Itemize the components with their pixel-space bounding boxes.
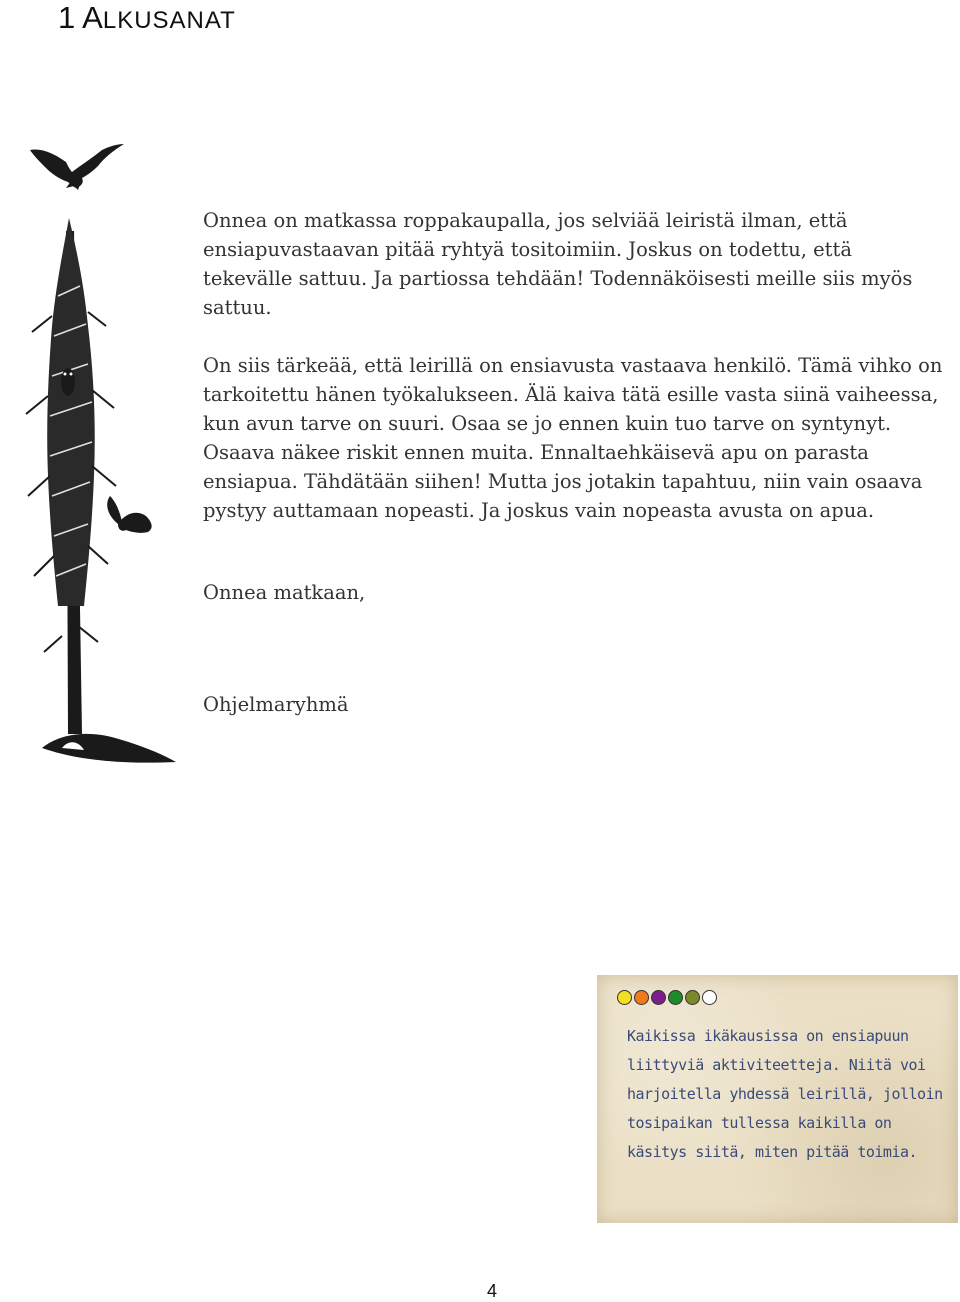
tree-with-eagle-owl-squirrel-illustration	[22, 136, 197, 786]
chapter-heading	[58, 0, 236, 36]
note-card	[597, 975, 958, 1223]
page-number: 4	[487, 1281, 498, 1301]
green-dot-icon	[668, 990, 683, 1005]
olive-dot-icon	[685, 990, 700, 1005]
eagle-icon	[30, 144, 124, 190]
orange-dot-icon	[634, 990, 649, 1005]
white-dot-icon	[702, 990, 717, 1005]
signature: Ohjelmaryhmä	[203, 693, 349, 716]
spruce-tree-icon	[26, 218, 176, 763]
yellow-dot-icon	[617, 990, 632, 1005]
closing-line: Onnea matkaan,	[203, 581, 366, 604]
paragraph-1: Onnea on matkassa roppakaupalla, jos selviää leiristä ilman, että ensiapuvastaavan pitää ryhtyä tositoimiin. Joskus on todettu, että tekevälle sattuu. Ja partiossa tehdään! Todennäköisesti meille siis myös sattuu.	[203, 209, 913, 319]
chapter-number: 1	[58, 0, 76, 35]
squirrel-icon	[107, 496, 151, 533]
paragraph-2: On siis tärkeää, että leirillä on ensiavusta vastaava henkilö. Tämä vihko on tarkoitettu hänen työkalukseen. Älä kaiva tätä esille vasta siinä vaiheessa, kun avun tarve on suuri. Osaa se jo ennen kuin tuo tarve on syntynyt. Osaava näkee riskit ennen muita. Ennaltaehkäisevä apu on parasta ensiapua. Tähdätään siihen! Mutta jos jotakin tapahtuu, niin vain osaava pystyy auttamaan nopeasti. Ja joskus vain nopeasta avusta on apua.	[203, 354, 943, 522]
purple-dot-icon	[651, 990, 666, 1005]
chapter-title-rest: LKUSANAT	[102, 7, 236, 34]
body-text	[203, 206, 943, 525]
color-dots	[617, 990, 717, 1005]
note-text: Kaikissa ikäkausissa on ensiapuun liittyviä aktiviteetteja. Niitä voi harjoitella yhdessä leirillä, jolloin tosipaikan tullessa kaikilla on käsitys siitä, miten pitää toimia.	[627, 1027, 943, 1161]
owl-icon	[61, 368, 75, 396]
chapter-title-initial: A	[82, 0, 103, 35]
